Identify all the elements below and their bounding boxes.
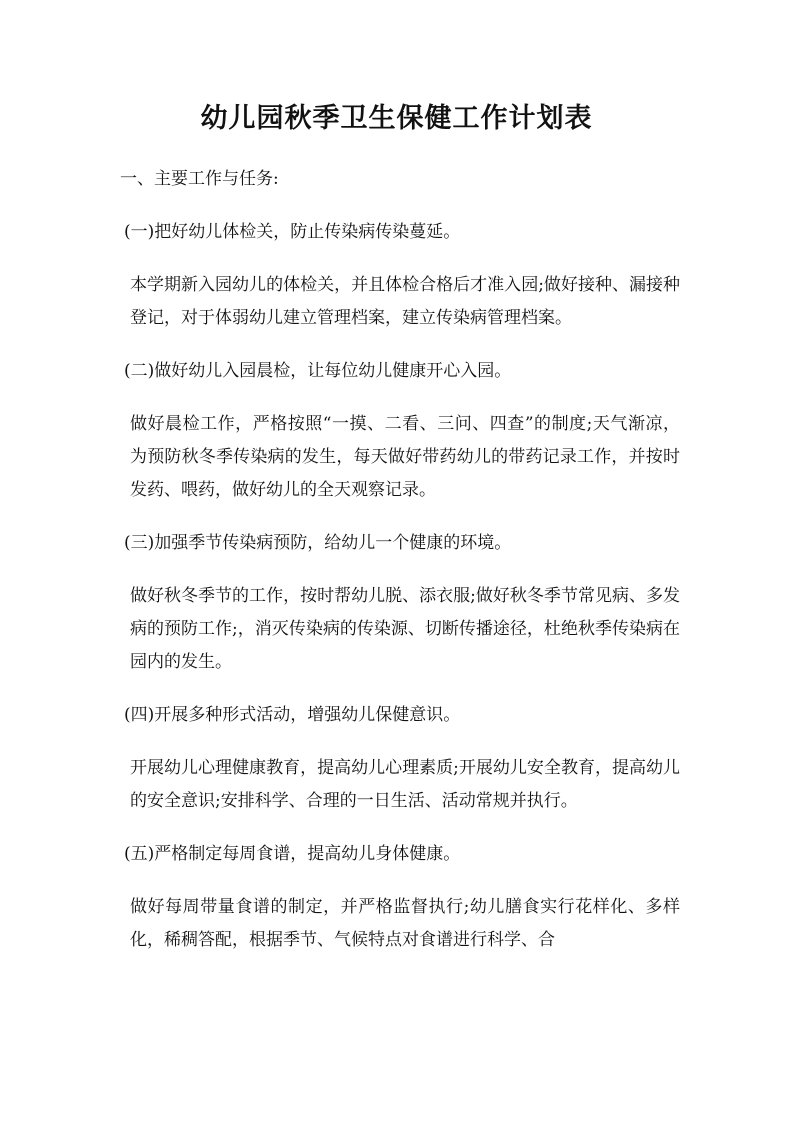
document-title: 幼儿园秋季卫生保健工作计划表 bbox=[200, 103, 593, 134]
item-heading-3: (三)加强季节传染病预防，给幼儿一个健康的环境。 bbox=[124, 533, 512, 553]
item-heading-1: (一)把好幼儿体检关，防止传染病传染蔓延。 bbox=[124, 222, 461, 242]
item-paragraph-4: 开展幼儿心理健康教育，提高幼儿心理素质;开展幼儿安全教育，提高幼儿的安全意识;安排科学、合理的一日生活、活动常规并执行。 bbox=[130, 758, 680, 811]
item-heading-4: (四)开展多种形式活动，增强幼儿保健意识。 bbox=[124, 705, 461, 725]
item-paragraph-5: 做好每周带量食谱的制定，并严格监督执行;幼儿膳食实行花样化、多样化，稀稠答配，根据季节、气候特点对食谱进行科学、合 bbox=[130, 897, 680, 950]
item-heading-2: (二)做好幼儿入园晨检，让每位幼儿健康开心入园。 bbox=[124, 361, 512, 381]
item-paragraph-1: 本学期新入园幼儿的体检关，并且体检合格后才准入园;做好接种、漏接种登记，对于体弱幼儿建立管理档案，建立传染病管理档案。 bbox=[130, 275, 680, 328]
item-paragraph-2: 做好晨检工作，严格按照“一摸、二看、三问、四查”的制度;天气渐凉，为预防秋冬季传染病的发生，每天做好带药幼儿的带药记录工作，并按时发药、喂药，做好幼儿的全天观察记录。 bbox=[130, 414, 680, 500]
item-heading-5: (五)严格制定每周食谱，提高幼儿身体健康。 bbox=[124, 844, 461, 864]
document-body bbox=[120, 163, 680, 977]
item-paragraph-3: 做好秋冬季节的工作，按时帮幼儿脱、添衣服;做好秋冬季节常见病、多发病的预防工作;，消灭传染病的传染源、切断传播途径，杜绝秋季传染病在园内的发生。 bbox=[130, 586, 680, 672]
section-heading: 一、主要工作与任务: bbox=[120, 169, 279, 189]
